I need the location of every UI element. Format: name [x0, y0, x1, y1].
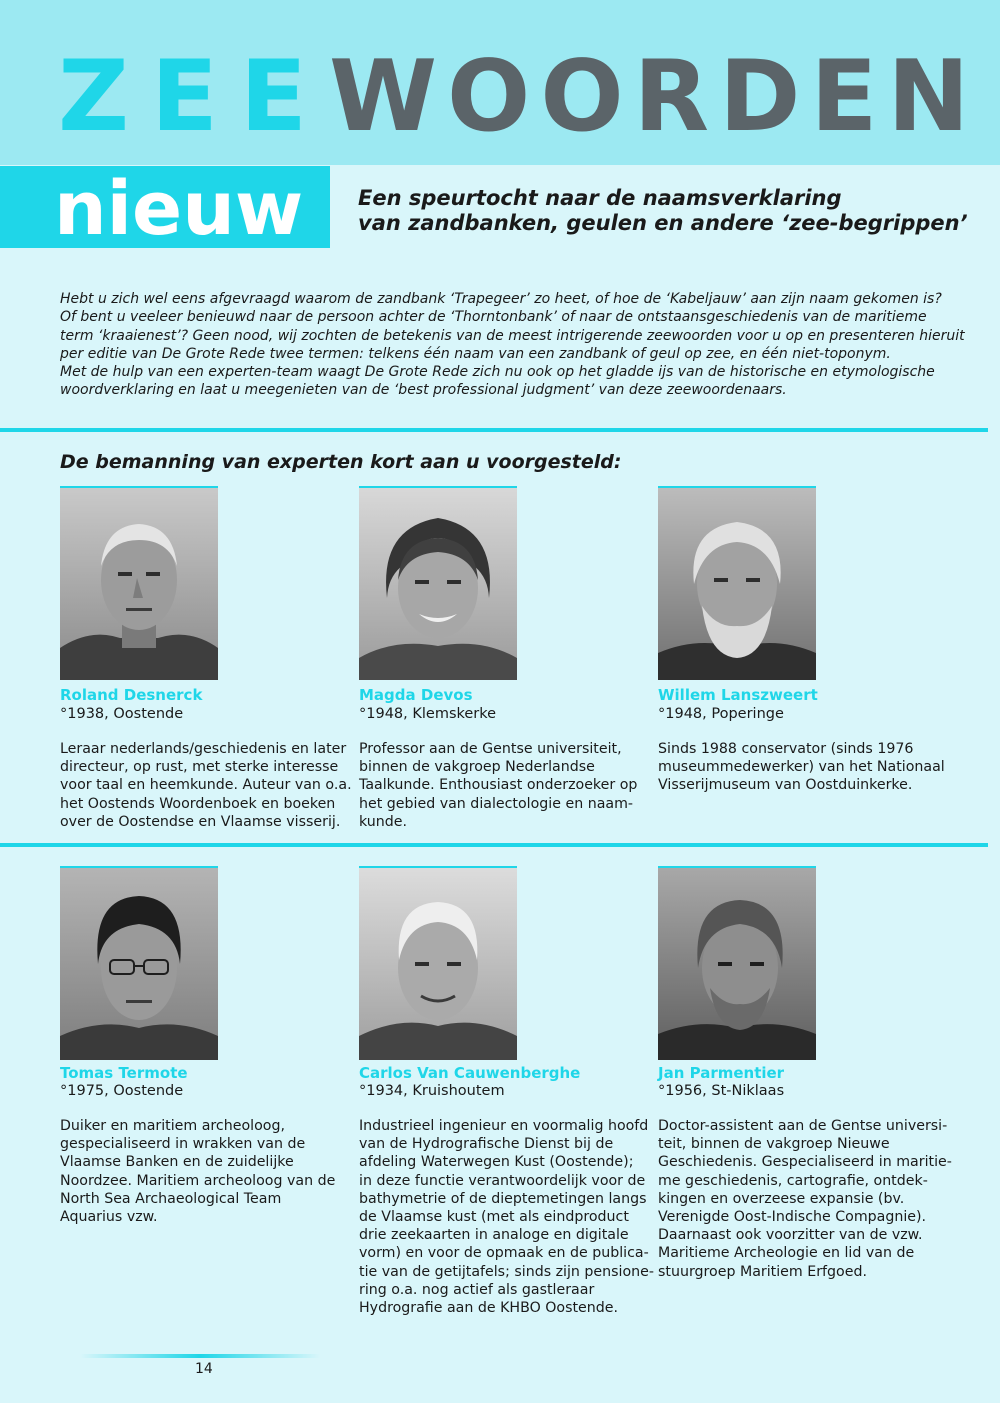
bio-line: kingen en overzeese expansie (bv. — [658, 1190, 905, 1207]
portrait-carlos-van-cauwenberghe — [359, 866, 517, 1060]
bio-line: drie zeekaarten in analoge en digitale — [359, 1227, 629, 1244]
bio-line: het gebied van dialectologie en naam- — [359, 795, 634, 812]
bio-line: Geschiedenis. Gespecialiseerd in maritie- — [658, 1154, 952, 1171]
section-title: De bemanning van experten kort aan u voorgesteld: — [60, 451, 622, 473]
bio-line: bathymetrie of de dieptemetingen langs — [359, 1190, 647, 1207]
portrait-roland-desnerck — [60, 486, 218, 680]
bio-line: in deze functie verantwoordelijk voor de — [359, 1172, 646, 1189]
bio-line: Leraar nederlands/geschiedenis en later — [60, 741, 347, 757]
bio-line: gespecialiseerd in wrakken van de — [60, 1136, 306, 1153]
bio-line: ring o.a. nog actief als gastleraar — [359, 1281, 595, 1298]
bio-line: Noordzee. Maritiem archeoloog van de — [60, 1172, 336, 1189]
expert-bio — [60, 740, 352, 831]
bio-line: over de Oostendse en Vlaamse visserij. — [60, 813, 341, 830]
page-number: 14 — [195, 1361, 213, 1377]
intro-line: term ‘kraaienest’? Geen nood, wij zochten de betekenis van de meest intrigerende zeewoorden voor u op en presenteren hieruit — [60, 327, 965, 344]
portrait-magda-devos — [359, 486, 517, 680]
bio-line: Industrieel ingenieur en voormalig hoofd — [359, 1118, 649, 1134]
bio-line: kunde. — [359, 813, 408, 830]
subtitle-line-1: Een speurtocht naar de naamsverklaring — [358, 186, 842, 210]
expert-name: Tomas Termote — [60, 1064, 188, 1082]
expert-name: Carlos Van Cauwenberghe — [359, 1064, 581, 1082]
expert-bio — [658, 740, 945, 795]
subtitle — [358, 186, 968, 236]
bio-line: het Oostends Woordenboek en boeken — [60, 795, 336, 812]
expert-birth: °1948, Poperinge — [658, 706, 784, 722]
bio-line: Doctor-assistent aan de Gentse universi- — [658, 1118, 948, 1134]
bio-line: voor taal en heemkunde. Auteur van o.a. — [60, 777, 352, 794]
bio-line: Sinds 1988 conservator (sinds 1976 — [658, 741, 914, 757]
bio-line: Hydrografie aan de KHBO Oostende. — [359, 1300, 619, 1317]
bio-line: North Sea Archaeological Team — [60, 1190, 282, 1207]
bio-line: Duiker en maritiem archeoloog, — [60, 1118, 285, 1134]
footer-line — [80, 1354, 320, 1358]
expert-bio — [359, 1117, 654, 1317]
bio-line: Maritieme Archeologie en lid van de — [658, 1245, 915, 1262]
bio-line: Taalkunde. Enthousiast onderzoeker op — [359, 777, 638, 794]
bio-line: tie van de getijtafels; sinds zijn pensione- — [359, 1263, 655, 1280]
bio-line: van de Hydrografische Dienst bij de — [359, 1136, 614, 1153]
expert-birth: °1975, Oostende — [60, 1083, 184, 1099]
intro-line: Of bent u veeleer benieuwd naar de persoon achter de ‘Thorntonbank’ of naar de ontstaansgeschiedenis van de maritieme — [60, 309, 927, 326]
intro-line: Hebt u zich wel eens afgevraagd waarom de zandbank ‘Trapegeer’ zo heet, of hoe de ‘Kabeljauw’ aan zijn naam gekomen is? — [60, 291, 942, 307]
bio-line: vorm) en voor de opmaak en de publica- — [359, 1245, 649, 1262]
bio-line: Visserijmuseum van Oostduinkerke. — [658, 777, 913, 794]
bio-line: Verenigde Oost-Indische Compagnie). — [658, 1209, 927, 1226]
expert-name: Magda Devos — [359, 686, 473, 704]
portrait-jan-parmentier — [658, 866, 816, 1060]
expert-bio — [658, 1117, 952, 1281]
expert-birth: °1956, St-Niklaas — [658, 1083, 785, 1099]
nieuw-tag: nieuw — [54, 166, 304, 252]
expert-name: Willem Lanszweert — [658, 686, 818, 704]
divider-top — [0, 428, 988, 432]
bio-line: afdeling Waterwegen Kust (Oostende); — [359, 1154, 634, 1171]
bio-line: stuurgroep Maritiem Erfgoed. — [658, 1263, 867, 1280]
bio-line: museummedewerker) van het Nationaal — [658, 759, 945, 776]
expert-birth: °1938, Oostende — [60, 706, 184, 722]
bio-line: directeur, op rust, met sterke interesse — [60, 759, 339, 776]
expert-bio — [60, 1117, 335, 1226]
bio-line: Vlaamse Banken en de zuidelijke — [60, 1154, 294, 1171]
page-title — [58, 42, 979, 152]
bio-line: binnen de vakgroep Nederlandse — [359, 759, 595, 776]
expert-birth: °1948, Klemskerke — [359, 706, 497, 722]
expert-name: Roland Desnerck — [60, 686, 203, 704]
bio-line: Aquarius vzw. — [60, 1209, 158, 1226]
intro-line: Met de hulp van een experten-team waagt De Grote Rede zich nu ook op het gladde ijs van de historische en etymologische — [60, 364, 935, 381]
portrait-tomas-termote — [60, 866, 218, 1060]
expert-bio — [359, 740, 637, 831]
subtitle-line-2: van zandbanken, geulen en andere ‘zee-begrippen’ — [358, 211, 968, 235]
expert-birth: °1934, Kruishoutem — [359, 1083, 505, 1099]
portrait-willem-lanszweert — [658, 486, 816, 680]
intro-paragraph — [60, 290, 965, 400]
bio-line: de Vlaamse kust (met als eindproduct — [359, 1209, 629, 1226]
intro-line: woordverklaring en laat u meegenieten van de ‘best professional judgment’ van deze zeewoordenaars. — [60, 382, 787, 399]
bio-line: teit, binnen de vakgroep Nieuwe — [658, 1136, 890, 1153]
title-zee: ZEE — [58, 40, 329, 154]
title-woorden: WOORDEN — [328, 40, 980, 154]
expert-name: Jan Parmentier — [658, 1064, 785, 1082]
bio-line: Professor aan de Gentse universiteit, — [359, 741, 622, 757]
bio-line: Daarnaast ook voorzitter van de vzw. — [658, 1227, 923, 1244]
bio-line: me geschiedenis, cartografie, ontdek- — [658, 1172, 928, 1189]
intro-line: per editie van De Grote Rede twee termen: telkens één naam van een zandbank of geul op zee, en één niet-toponym. — [60, 345, 891, 362]
divider-middle — [0, 843, 988, 847]
